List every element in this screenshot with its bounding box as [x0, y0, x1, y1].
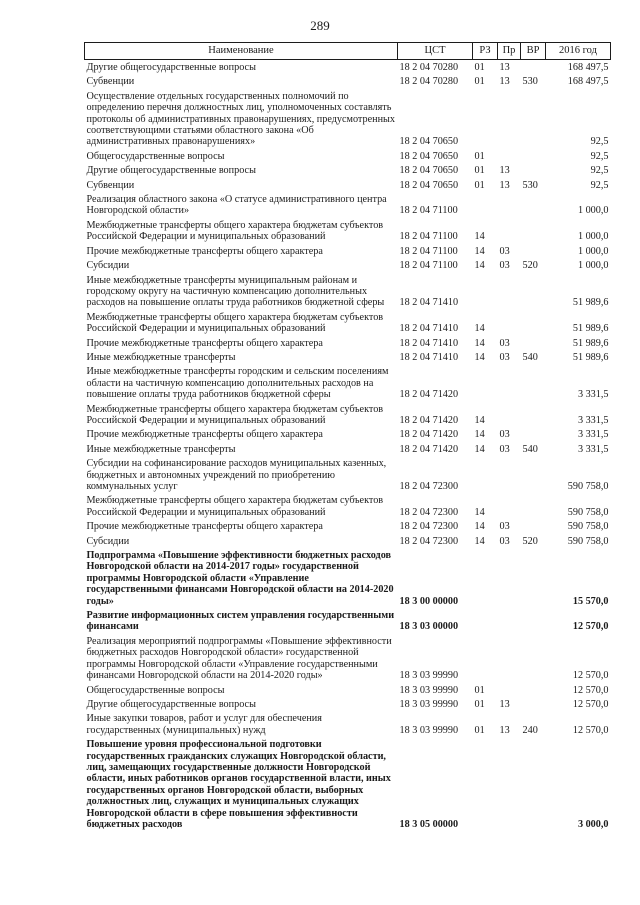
row-target-code: 18 2 04 71420	[399, 429, 459, 441]
row-section: 14	[474, 323, 485, 335]
row-name: Межбюджетные трансферты общего характера бюджетам субъектов Российской Федерации и муниципальных образований	[86, 495, 384, 518]
row-amount: 51 989,6	[572, 337, 609, 349]
budget-table	[84, 42, 611, 831]
row-target-code: 18 2 04 71410	[399, 351, 459, 363]
row-target-code: 18 3 00 00000	[399, 595, 459, 607]
row-target-code: 18 2 04 70280	[399, 62, 459, 73]
row-subsection	[498, 493, 521, 519]
row-name: Иные закупки товаров, работ и услуг для обеспечения государственных (муниципальных) нужд	[86, 713, 322, 736]
column-header-code: ЦСТ	[398, 43, 473, 60]
row-subsection: 03	[499, 521, 510, 533]
table-row	[85, 697, 611, 711]
row-amount: 3 331,5	[577, 429, 609, 441]
table-row	[85, 310, 611, 336]
row-subsection	[498, 310, 521, 336]
row-subsection: 13	[499, 724, 510, 736]
row-subsection: 13	[499, 62, 510, 73]
row-name: Развитие информационных систем управления государственными финансами	[86, 610, 395, 633]
row-target-code: 18 3 03 99990	[399, 724, 459, 736]
row-expense-type	[521, 218, 546, 244]
row-subsection	[498, 548, 521, 608]
table-row	[85, 74, 611, 88]
table-row	[85, 218, 611, 244]
table-row	[85, 442, 611, 456]
table-row	[85, 60, 611, 75]
row-amount: 92,5	[590, 179, 609, 191]
row-expense-type	[521, 244, 546, 258]
row-subsection: 03	[499, 443, 510, 455]
row-subsection: 03	[499, 337, 510, 349]
row-subsection	[498, 634, 521, 683]
table-row	[85, 456, 611, 493]
row-expense-type: 520	[522, 260, 538, 272]
row-name: Иные межбюджетные трансферты муниципальным районам и городскому округу на частичную компенсацию дополнительных расходов на повышение оплаты труда работников бюджетной сферы	[86, 274, 385, 309]
row-target-code: 18 2 04 71100	[399, 245, 458, 257]
row-section: 01	[474, 179, 485, 191]
row-target-code: 18 3 03 99990	[399, 670, 459, 682]
row-target-code: 18 2 04 72300	[399, 535, 459, 547]
row-name: Иные межбюджетные трансферты городским и сельским поселениям области на частичную компенсацию дополнительных расходов на повышение оплаты труда работников бюджетной сферы	[86, 366, 389, 401]
row-amount: 12 570,0	[572, 698, 609, 710]
row-section	[473, 548, 498, 608]
row-subsection	[498, 683, 521, 697]
row-subsection	[498, 273, 521, 310]
row-amount: 3 000,0	[577, 818, 609, 830]
row-section	[473, 456, 498, 493]
row-target-code: 18 2 04 72300	[399, 521, 459, 533]
row-name: Реализация областного закона «О статусе административного центра Новгородской области»	[86, 194, 387, 217]
row-target-code: 18 2 04 70650	[399, 136, 459, 148]
row-target-code: 18 3 05 00000	[399, 818, 459, 830]
row-subsection: 03	[499, 260, 510, 272]
row-amount: 92,5	[590, 136, 609, 148]
row-subsection	[498, 737, 521, 831]
table-row	[85, 548, 611, 608]
row-section: 14	[474, 337, 485, 349]
row-section	[473, 737, 498, 831]
table-row	[85, 258, 611, 272]
row-section	[473, 192, 498, 218]
row-name: Иные межбюджетные трансферты	[86, 443, 236, 455]
row-target-code: 18 2 04 72300	[399, 481, 459, 492]
row-section	[473, 89, 498, 149]
row-section: 01	[474, 150, 485, 162]
row-expense-type	[521, 548, 546, 608]
row-subsection	[498, 456, 521, 493]
row-section: 14	[474, 521, 485, 533]
row-name: Межбюджетные трансферты общего характера бюджетам субъектов Российской Федерации и муниципальных образований	[86, 219, 384, 243]
row-expense-type: 540	[522, 443, 538, 455]
row-amount: 12 570,0	[572, 724, 609, 736]
row-subsection: 13	[499, 179, 510, 191]
row-name: Реализация мероприятий подпрограммы «Повышение эффективности бюджетных расходов Новгородской области» государственной программы Новгородской области «Управление государственными финансами Новгородской области на 2014-2020 годы»	[86, 635, 392, 682]
row-expense-type	[521, 493, 546, 519]
row-expense-type	[521, 163, 546, 177]
row-amount: 1 000,0	[577, 231, 609, 243]
table-row	[85, 273, 611, 310]
row-name: Субсидии	[86, 260, 130, 272]
row-expense-type: 530	[522, 76, 538, 88]
table-row	[85, 149, 611, 163]
row-subsection	[498, 402, 521, 428]
row-expense-type	[521, 273, 546, 310]
table-row	[85, 534, 611, 548]
row-name: Другие общегосударственные вопросы	[86, 62, 256, 73]
row-expense-type: 540	[522, 351, 538, 363]
row-expense-type	[521, 519, 546, 533]
table-row	[85, 519, 611, 533]
table-row	[85, 364, 611, 401]
row-amount: 3 331,5	[577, 414, 609, 426]
column-header-expense-type: ВР	[521, 43, 546, 60]
row-target-code: 18 2 04 70650	[399, 150, 459, 162]
row-section: 01	[474, 165, 485, 177]
table-row	[85, 608, 611, 634]
row-name: Общегосударственные вопросы	[86, 150, 225, 162]
row-target-code: 18 3 03 99990	[399, 698, 459, 710]
row-amount: 1 000,0	[577, 205, 609, 217]
row-amount: 168 497,5	[567, 62, 609, 73]
row-subsection	[498, 364, 521, 401]
table-row	[85, 493, 611, 519]
row-section	[473, 608, 498, 634]
row-subsection: 03	[499, 245, 510, 257]
row-name: Прочие межбюджетные трансферты общего характера	[86, 337, 323, 349]
row-amount: 51 989,6	[572, 351, 609, 363]
row-subsection	[498, 149, 521, 163]
row-target-code: 18 2 04 71100	[399, 260, 458, 272]
row-name: Другие общегосударственные вопросы	[86, 165, 256, 177]
row-expense-type: 530	[522, 179, 538, 191]
row-section: 14	[474, 429, 485, 441]
row-amount: 12 570,0	[572, 684, 609, 696]
row-target-code: 18 2 04 72300	[399, 506, 459, 518]
row-name: Субсидии на софинансирование расходов муниципальных казенных, бюджетных и автономных учреждений по приобретению коммунальных услуг	[86, 458, 387, 492]
table-row	[85, 192, 611, 218]
row-amount: 12 570,0	[572, 621, 609, 633]
table-row	[85, 711, 611, 737]
row-amount: 168 497,5	[567, 76, 609, 88]
row-amount: 51 989,6	[572, 297, 609, 309]
row-section: 01	[474, 76, 485, 88]
row-expense-type	[521, 697, 546, 711]
row-target-code: 18 2 04 70650	[399, 179, 459, 191]
row-section: 01	[474, 698, 485, 710]
table-row	[85, 89, 611, 149]
row-name: Межбюджетные трансферты общего характера бюджетам субъектов Российской Федерации и муниципальных образований	[86, 311, 384, 335]
row-name: Субвенции	[86, 76, 135, 88]
table-row	[85, 244, 611, 258]
row-expense-type	[521, 427, 546, 441]
table-row	[85, 634, 611, 683]
table-row	[85, 350, 611, 364]
row-expense-type	[521, 608, 546, 634]
row-name: Общегосударственные вопросы	[86, 684, 225, 696]
row-amount: 3 331,5	[577, 443, 609, 455]
row-expense-type	[521, 634, 546, 683]
row-subsection: 03	[499, 351, 510, 363]
row-subsection	[498, 192, 521, 218]
row-amount: 590 758,0	[567, 535, 609, 547]
row-subsection: 03	[499, 535, 510, 547]
column-header-section: РЗ	[473, 43, 498, 60]
row-amount: 3 331,5	[577, 389, 609, 401]
row-section: 14	[474, 351, 485, 363]
row-subsection: 13	[499, 698, 510, 710]
row-name: Межбюджетные трансферты общего характера бюджетам субъектов Российской Федерации и муниципальных образований	[86, 403, 384, 426]
row-amount: 92,5	[590, 165, 609, 177]
row-amount: 590 758,0	[567, 506, 609, 518]
row-section: 14	[474, 245, 485, 257]
row-expense-type	[521, 402, 546, 428]
table-row	[85, 737, 611, 831]
table-row	[85, 402, 611, 428]
row-expense-type	[521, 192, 546, 218]
table-row	[85, 178, 611, 192]
row-amount: 590 758,0	[567, 521, 609, 533]
row-section: 01	[474, 724, 485, 736]
row-name: Другие общегосударственные вопросы	[86, 698, 256, 710]
row-target-code: 18 2 04 71410	[399, 337, 459, 349]
row-subsection	[498, 218, 521, 244]
table-row	[85, 683, 611, 697]
row-section: 14	[474, 260, 485, 272]
row-subsection: 03	[499, 429, 510, 441]
row-target-code: 18 2 04 70650	[399, 165, 459, 177]
row-amount: 12 570,0	[572, 670, 609, 682]
row-amount: 1 000,0	[577, 245, 609, 257]
column-header-name: Наименование	[85, 43, 398, 60]
row-section	[473, 273, 498, 310]
row-subsection: 13	[499, 165, 510, 177]
row-amount: 51 989,6	[572, 323, 609, 335]
row-expense-type	[521, 60, 546, 75]
row-name: Прочие межбюджетные трансферты общего характера	[86, 521, 323, 533]
page-number: 289	[310, 18, 330, 33]
row-section: 14	[474, 414, 485, 426]
row-section: 14	[474, 506, 485, 518]
row-expense-type	[521, 364, 546, 401]
row-expense-type	[521, 336, 546, 350]
row-expense-type: 520	[522, 535, 538, 547]
row-target-code: 18 2 04 70280	[399, 76, 459, 88]
table-row	[85, 427, 611, 441]
row-section	[473, 364, 498, 401]
row-target-code: 18 2 04 71100	[399, 205, 458, 217]
table-row	[85, 163, 611, 177]
row-section	[473, 634, 498, 683]
row-expense-type	[521, 149, 546, 163]
row-name: Повышение уровня профессиональной подготовки государственных гражданских служащих Новгородской области, лиц, замещающих государственные должности Новгородской области, иных работников органов государственной власти, иных государственных органов Новгородской области, выборных должностных лиц, служащих и муниципальных служащих Новгородской области в сфере повышения эффективности бюджетных расходов	[86, 739, 391, 830]
row-section: 01	[474, 684, 485, 696]
row-name: Прочие межбюджетные трансферты общего характера	[86, 429, 323, 441]
row-target-code: 18 2 04 71100	[399, 231, 458, 243]
row-section: 01	[474, 62, 485, 73]
row-expense-type	[521, 89, 546, 149]
row-name: Подпрограмма «Повышение эффективности бюджетных расходов Новгородской области на 2014-2017 годы» государственной программы Новгородской области «Управление государственными финансами Новгородской области на 2014-2020 годы»	[86, 550, 394, 607]
row-target-code: 18 2 04 71410	[399, 297, 459, 309]
row-name: Осуществление отдельных государственных полномочий по определению перечня должностных лиц, уполномоченных составлять протоколы об административных правонарушениях, предусмотренных соответствующими статьями областного закона «Об административных правонарушениях»	[86, 90, 395, 148]
table-row	[85, 336, 611, 350]
row-target-code: 18 3 03 99990	[399, 684, 459, 696]
row-section: 14	[474, 231, 485, 243]
column-header-subsection: Пр	[498, 43, 521, 60]
row-subsection	[498, 608, 521, 634]
row-target-code: 18 3 03 00000	[399, 621, 459, 633]
row-amount: 590 758,0	[567, 481, 609, 492]
row-expense-type	[521, 456, 546, 493]
table-header-row	[85, 43, 611, 60]
row-expense-type: 240	[522, 724, 538, 736]
column-header-year-2016: 2016 год	[546, 43, 611, 60]
row-expense-type	[521, 683, 546, 697]
row-amount: 92,5	[590, 150, 609, 162]
row-subsection: 13	[499, 76, 510, 88]
row-name: Субсидии	[86, 535, 130, 547]
row-name: Субвенции	[86, 179, 135, 191]
row-section: 14	[474, 443, 485, 455]
row-name: Прочие межбюджетные трансферты общего характера	[86, 245, 323, 257]
row-subsection	[498, 89, 521, 149]
row-section: 14	[474, 535, 485, 547]
row-target-code: 18 2 04 71420	[399, 389, 459, 401]
row-expense-type	[521, 310, 546, 336]
row-target-code: 18 2 04 71420	[399, 414, 459, 426]
row-target-code: 18 2 04 71410	[399, 323, 459, 335]
row-expense-type	[521, 737, 546, 831]
row-amount: 1 000,0	[577, 260, 609, 272]
row-name: Иные межбюджетные трансферты	[86, 351, 236, 363]
row-target-code: 18 2 04 71420	[399, 443, 459, 455]
row-amount: 15 570,0	[572, 595, 609, 607]
